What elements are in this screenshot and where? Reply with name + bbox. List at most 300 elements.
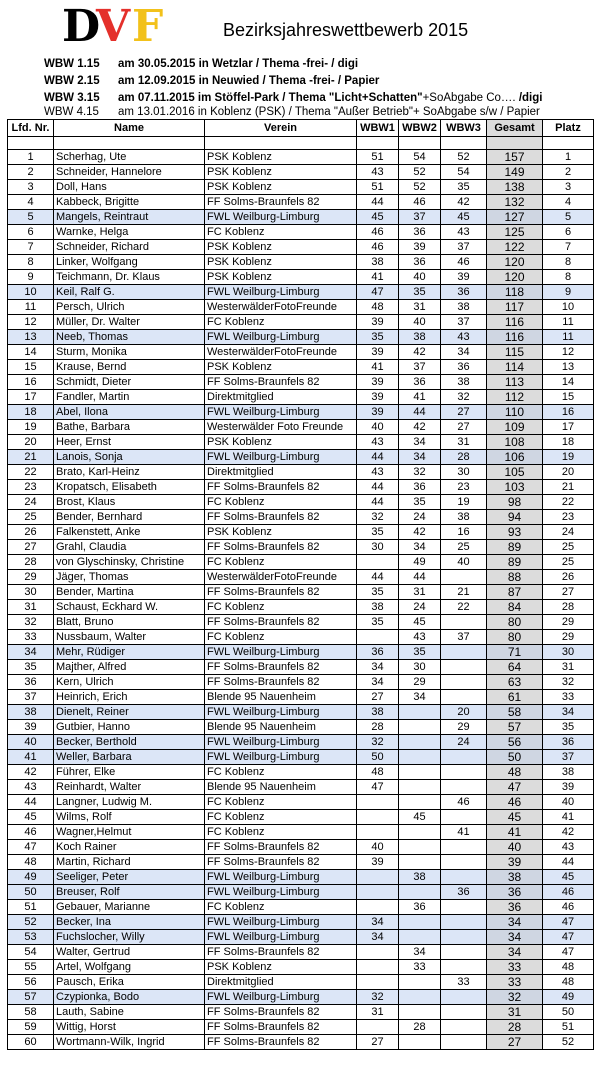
cell-verein: FWL Weilburg-Limburg (205, 330, 357, 345)
cell-wbw1: 46 (357, 240, 399, 255)
cell-platz: 27 (543, 585, 594, 600)
cell-lfd-nr: 33 (8, 630, 54, 645)
cell-lfd-nr: 14 (8, 345, 54, 360)
cell-wbw2: 39 (399, 240, 441, 255)
cell-gesamt: 33 (487, 975, 543, 990)
cell-wbw3: 45 (441, 210, 487, 225)
cell-wbw1: 35 (357, 615, 399, 630)
cell-gesamt: 120 (487, 255, 543, 270)
cell-wbw3: 41 (441, 825, 487, 840)
cell-wbw3: 19 (441, 495, 487, 510)
cell-verein: Direktmitglied (205, 975, 357, 990)
cell-lfd-nr: 16 (8, 375, 54, 390)
cell-wbw1: 50 (357, 750, 399, 765)
wbw-code: WBW 4.15 (44, 106, 99, 118)
cell-lfd-nr: 26 (8, 525, 54, 540)
cell-wbw3 (441, 1020, 487, 1035)
table-row (8, 870, 594, 885)
cell-wbw1: 35 (357, 525, 399, 540)
cell-wbw1 (357, 885, 399, 900)
cell-wbw2: 34 (399, 690, 441, 705)
cell-wbw1 (357, 870, 399, 885)
cell-wbw2 (399, 780, 441, 795)
cell-wbw2: 45 (399, 810, 441, 825)
cell-verein: Direktmitglied (205, 465, 357, 480)
cell-gesamt: 46 (487, 795, 543, 810)
cell-wbw3: 20 (441, 705, 487, 720)
cell-verein: FWL Weilburg-Limburg (205, 990, 357, 1005)
column-header-lfd-nr: Lfd. Nr. (8, 120, 54, 137)
cell-verein: FC Koblenz (205, 765, 357, 780)
cell-platz: 45 (543, 870, 594, 885)
cell-wbw1: 35 (357, 585, 399, 600)
page-title: Bezirksjahreswettbewerb 2015 (223, 20, 469, 40)
cell-verein: FWL Weilburg-Limburg (205, 735, 357, 750)
cell-lfd-nr: 10 (8, 285, 54, 300)
table-row (8, 675, 594, 690)
cell-name: Seeliger, Peter (54, 870, 205, 885)
cell-platz: 21 (543, 480, 594, 495)
cell-wbw1: 44 (357, 480, 399, 495)
results-table (7, 119, 594, 1050)
cell-verein: PSK Koblenz (205, 960, 357, 975)
cell-name: Schaust, Eckhard W. (54, 600, 205, 615)
cell-verein: PSK Koblenz (205, 360, 357, 375)
cell-platz: 50 (543, 1005, 594, 1020)
cell-gesamt: 50 (487, 750, 543, 765)
cell-wbw2: 46 (399, 195, 441, 210)
spacer-cell (543, 137, 594, 150)
cell-verein: FWL Weilburg-Limburg (205, 645, 357, 660)
table-row (8, 810, 594, 825)
cell-lfd-nr: 17 (8, 390, 54, 405)
cell-lfd-nr: 3 (8, 180, 54, 195)
cell-lfd-nr: 54 (8, 945, 54, 960)
cell-gesamt: 58 (487, 705, 543, 720)
cell-wbw3 (441, 900, 487, 915)
cell-wbw3 (441, 870, 487, 885)
cell-platz: 25 (543, 555, 594, 570)
cell-lfd-nr: 37 (8, 690, 54, 705)
cell-verein: FC Koblenz (205, 795, 357, 810)
cell-verein: FF Solms-Braunfels 82 (205, 855, 357, 870)
cell-platz: 11 (543, 315, 594, 330)
cell-lfd-nr: 56 (8, 975, 54, 990)
table-row (8, 330, 594, 345)
cell-platz: 25 (543, 540, 594, 555)
wbw-text: am 07.11.2015 im Stöffel-Park / Thema "Licht+Schatten" (118, 92, 423, 104)
cell-wbw1: 34 (357, 915, 399, 930)
table-row (8, 255, 594, 270)
table-row (8, 780, 594, 795)
cell-lfd-nr: 28 (8, 555, 54, 570)
cell-platz: 2 (543, 165, 594, 180)
cell-wbw3: 38 (441, 300, 487, 315)
cell-name: Fandler, Martin (54, 390, 205, 405)
cell-wbw1: 27 (357, 690, 399, 705)
cell-wbw3 (441, 780, 487, 795)
cell-wbw1: 45 (357, 210, 399, 225)
cell-gesamt: 40 (487, 840, 543, 855)
cell-verein: WesterwälderFotoFreunde (205, 300, 357, 315)
cell-platz: 32 (543, 675, 594, 690)
cell-platz: 41 (543, 810, 594, 825)
cell-wbw2: 54 (399, 150, 441, 165)
cell-verein: FC Koblenz (205, 225, 357, 240)
cell-lfd-nr: 58 (8, 1005, 54, 1020)
cell-lfd-nr: 20 (8, 435, 54, 450)
cell-lfd-nr: 44 (8, 795, 54, 810)
cell-verein: FF Solms-Braunfels 82 (205, 615, 357, 630)
spacer-cell (399, 137, 441, 150)
cell-verein: WesterwälderFotoFreunde (205, 345, 357, 360)
cell-verein: WesterwälderFotoFreunde (205, 570, 357, 585)
cell-wbw3: 54 (441, 165, 487, 180)
cell-wbw2 (399, 795, 441, 810)
cell-gesamt: 93 (487, 525, 543, 540)
cell-verein: FWL Weilburg-Limburg (205, 930, 357, 945)
table-row (8, 765, 594, 780)
cell-platz: 30 (543, 645, 594, 660)
cell-platz: 20 (543, 465, 594, 480)
cell-wbw1: 41 (357, 360, 399, 375)
cell-gesamt: 94 (487, 510, 543, 525)
cell-platz: 4 (543, 195, 594, 210)
cell-wbw2: 45 (399, 615, 441, 630)
cell-name: Scherhag, Ute (54, 150, 205, 165)
cell-wbw1: 35 (357, 330, 399, 345)
cell-verein: Blende 95 Nauenheim (205, 720, 357, 735)
cell-wbw1: 32 (357, 735, 399, 750)
cell-verein: FF Solms-Braunfels 82 (205, 1035, 357, 1050)
table-row (8, 615, 594, 630)
cell-verein: FC Koblenz (205, 495, 357, 510)
cell-wbw3 (441, 765, 487, 780)
cell-platz: 39 (543, 780, 594, 795)
table-row (8, 645, 594, 660)
cell-gesamt: 117 (487, 300, 543, 315)
cell-gesamt: 27 (487, 1035, 543, 1050)
cell-wbw3: 40 (441, 555, 487, 570)
cell-verein: FC Koblenz (205, 810, 357, 825)
cell-wbw1: 31 (357, 1005, 399, 1020)
cell-wbw2: 36 (399, 375, 441, 390)
cell-wbw3 (441, 690, 487, 705)
table-row (8, 495, 594, 510)
cell-wbw2: 34 (399, 435, 441, 450)
table-row (8, 525, 594, 540)
cell-platz: 28 (543, 600, 594, 615)
cell-wbw2: 28 (399, 1020, 441, 1035)
cell-verein: Direktmitglied (205, 390, 357, 405)
table-row (8, 915, 594, 930)
cell-gesamt: 149 (487, 165, 543, 180)
table-row (8, 510, 594, 525)
cell-name: Pausch, Erika (54, 975, 205, 990)
cell-platz: 11 (543, 330, 594, 345)
table-row (8, 390, 594, 405)
cell-wbw2: 36 (399, 225, 441, 240)
cell-gesamt: 115 (487, 345, 543, 360)
table-row (8, 825, 594, 840)
cell-lfd-nr: 24 (8, 495, 54, 510)
cell-name: Keil, Ralf G. (54, 285, 205, 300)
cell-platz: 22 (543, 495, 594, 510)
cell-platz: 52 (543, 1035, 594, 1050)
cell-name: Doll, Hans (54, 180, 205, 195)
cell-platz: 37 (543, 750, 594, 765)
table-row (8, 570, 594, 585)
cell-verein: FC Koblenz (205, 630, 357, 645)
cell-wbw3: 30 (441, 465, 487, 480)
cell-wbw3 (441, 915, 487, 930)
cell-wbw3: 36 (441, 360, 487, 375)
cell-name: Führer, Elke (54, 765, 205, 780)
cell-lfd-nr: 4 (8, 195, 54, 210)
cell-gesamt: 48 (487, 765, 543, 780)
cell-wbw1: 39 (357, 390, 399, 405)
cell-gesamt: 113 (487, 375, 543, 390)
cell-wbw1 (357, 630, 399, 645)
cell-wbw1: 39 (357, 855, 399, 870)
cell-name: Breuser, Rolf (54, 885, 205, 900)
cell-verein: PSK Koblenz (205, 165, 357, 180)
cell-wbw1: 47 (357, 780, 399, 795)
cell-wbw2: 44 (399, 405, 441, 420)
cell-wbw2: 38 (399, 330, 441, 345)
cell-lfd-nr: 32 (8, 615, 54, 630)
cell-platz: 29 (543, 630, 594, 645)
cell-verein: Blende 95 Nauenheim (205, 780, 357, 795)
cell-gesamt: 138 (487, 180, 543, 195)
cell-name: Gebauer, Marianne (54, 900, 205, 915)
cell-lfd-nr: 36 (8, 675, 54, 690)
cell-platz: 35 (543, 720, 594, 735)
cell-platz: 48 (543, 975, 594, 990)
cell-wbw1: 30 (357, 540, 399, 555)
results-body (8, 150, 594, 1050)
cell-lfd-nr: 23 (8, 480, 54, 495)
cell-gesamt: 122 (487, 240, 543, 255)
wbw-text-extra: +SoAbgabe Co…. (422, 92, 519, 104)
cell-gesamt: 47 (487, 780, 543, 795)
column-header-wbw1: WBW1 (357, 120, 399, 137)
table-row (8, 975, 594, 990)
cell-wbw2: 43 (399, 630, 441, 645)
table-row (8, 930, 594, 945)
cell-wbw3: 34 (441, 345, 487, 360)
cell-gesamt: 112 (487, 390, 543, 405)
cell-platz: 46 (543, 885, 594, 900)
table-row (8, 855, 594, 870)
cell-verein: FF Solms-Braunfels 82 (205, 675, 357, 690)
cell-name: Becker, Berthold (54, 735, 205, 750)
cell-wbw2: 30 (399, 660, 441, 675)
cell-platz: 47 (543, 930, 594, 945)
cell-lfd-nr: 13 (8, 330, 54, 345)
cell-name: Koch Rainer (54, 840, 205, 855)
cell-name: Gutbier, Hanno (54, 720, 205, 735)
cell-wbw3 (441, 945, 487, 960)
table-row (8, 420, 594, 435)
cell-wbw1: 36 (357, 645, 399, 660)
cell-gesamt: 116 (487, 315, 543, 330)
cell-wbw3 (441, 810, 487, 825)
cell-name: Abel, Ilona (54, 405, 205, 420)
cell-platz: 7 (543, 240, 594, 255)
spacer-cell (205, 137, 357, 150)
cell-wbw2 (399, 915, 441, 930)
cell-wbw1: 34 (357, 675, 399, 690)
cell-lfd-nr: 8 (8, 255, 54, 270)
cell-name: Brost, Klaus (54, 495, 205, 510)
cell-name: Jäger, Thomas (54, 570, 205, 585)
cell-platz: 47 (543, 915, 594, 930)
table-row (8, 690, 594, 705)
cell-gesamt: 88 (487, 570, 543, 585)
cell-wbw1: 43 (357, 165, 399, 180)
cell-lfd-nr: 39 (8, 720, 54, 735)
cell-platz: 34 (543, 705, 594, 720)
cell-wbw1: 38 (357, 705, 399, 720)
cell-wbw1 (357, 960, 399, 975)
cell-wbw3: 46 (441, 795, 487, 810)
cell-platz: 8 (543, 255, 594, 270)
cell-platz: 10 (543, 300, 594, 315)
cell-name: Lanois, Sonja (54, 450, 205, 465)
cell-verein: FF Solms-Braunfels 82 (205, 1020, 357, 1035)
table-header-row (8, 120, 594, 137)
cell-verein: FC Koblenz (205, 825, 357, 840)
cell-name: Artel, Wolfgang (54, 960, 205, 975)
cell-wbw2 (399, 975, 441, 990)
cell-wbw3 (441, 990, 487, 1005)
cell-wbw1: 43 (357, 465, 399, 480)
cell-wbw3 (441, 960, 487, 975)
cell-wbw1: 47 (357, 285, 399, 300)
cell-wbw1: 39 (357, 405, 399, 420)
column-header-wbw3: WBW3 (441, 120, 487, 137)
cell-wbw2: 41 (399, 390, 441, 405)
column-header-wbw2: WBW2 (399, 120, 441, 137)
table-row (8, 195, 594, 210)
table-row (8, 750, 594, 765)
cell-name: Walter, Gertrud (54, 945, 205, 960)
cell-verein: PSK Koblenz (205, 240, 357, 255)
table-row (8, 555, 594, 570)
cell-name: Blatt, Bruno (54, 615, 205, 630)
cell-gesamt: 105 (487, 465, 543, 480)
cell-gesamt: 41 (487, 825, 543, 840)
cell-wbw2: 42 (399, 420, 441, 435)
cell-verein: FF Solms-Braunfels 82 (205, 1005, 357, 1020)
cell-wbw1: 44 (357, 570, 399, 585)
table-row (8, 345, 594, 360)
cell-name: Schmidt, Dieter (54, 375, 205, 390)
header (0, 0, 600, 118)
cell-wbw3: 37 (441, 240, 487, 255)
cell-wbw2: 35 (399, 645, 441, 660)
table-row (8, 1005, 594, 1020)
cell-wbw3: 22 (441, 600, 487, 615)
cell-wbw3: 38 (441, 375, 487, 390)
cell-verein: FWL Weilburg-Limburg (205, 210, 357, 225)
cell-wbw2: 24 (399, 600, 441, 615)
cell-gesamt: 39 (487, 855, 543, 870)
cell-wbw2 (399, 750, 441, 765)
table-row (8, 600, 594, 615)
cell-gesamt: 132 (487, 195, 543, 210)
cell-gesamt: 84 (487, 600, 543, 615)
cell-platz: 17 (543, 420, 594, 435)
cell-verein: FF Solms-Braunfels 82 (205, 945, 357, 960)
cell-wbw3: 37 (441, 315, 487, 330)
cell-wbw3 (441, 750, 487, 765)
cell-lfd-nr: 5 (8, 210, 54, 225)
cell-lfd-nr: 51 (8, 900, 54, 915)
cell-verein: PSK Koblenz (205, 270, 357, 285)
cell-gesamt: 108 (487, 435, 543, 450)
cell-name: Becker, Ina (54, 915, 205, 930)
cell-name: Wagner,Helmut (54, 825, 205, 840)
table-row (8, 450, 594, 465)
dvf-logo (62, 2, 188, 52)
cell-name: Linker, Wolfgang (54, 255, 205, 270)
cell-name: Kropatsch, Elisabeth (54, 480, 205, 495)
cell-gesamt: 63 (487, 675, 543, 690)
cell-lfd-nr: 25 (8, 510, 54, 525)
cell-name: Heer, Ernst (54, 435, 205, 450)
cell-verein: FF Solms-Braunfels 82 (205, 195, 357, 210)
cell-wbw2 (399, 735, 441, 750)
cell-verein: FC Koblenz (205, 315, 357, 330)
cell-verein: FWL Weilburg-Limburg (205, 915, 357, 930)
table-row (8, 660, 594, 675)
cell-wbw3: 36 (441, 885, 487, 900)
cell-name: Weller, Barbara (54, 750, 205, 765)
cell-gesamt: 127 (487, 210, 543, 225)
cell-lfd-nr: 60 (8, 1035, 54, 1050)
cell-wbw2 (399, 1005, 441, 1020)
cell-gesamt: 118 (487, 285, 543, 300)
cell-name: Nussbaum, Walter (54, 630, 205, 645)
cell-wbw2: 34 (399, 450, 441, 465)
table-row (8, 270, 594, 285)
cell-name: Sturm, Monika (54, 345, 205, 360)
cell-gesamt: 125 (487, 225, 543, 240)
cell-gesamt: 64 (487, 660, 543, 675)
cell-lfd-nr: 57 (8, 990, 54, 1005)
cell-wbw3: 29 (441, 720, 487, 735)
cell-gesamt: 38 (487, 870, 543, 885)
cell-wbw3 (441, 645, 487, 660)
spacer-cell (54, 137, 205, 150)
cell-wbw2: 37 (399, 210, 441, 225)
cell-platz: 42 (543, 825, 594, 840)
wbw-text: am 30.05.2015 in Wetzlar / Thema -frei- / digi (118, 58, 359, 70)
cell-gesamt: 116 (487, 330, 543, 345)
spacer-row (8, 137, 594, 150)
cell-wbw3: 32 (441, 390, 487, 405)
wbw-line-3 (44, 92, 542, 104)
cell-wbw1: 48 (357, 765, 399, 780)
cell-gesamt: 36 (487, 900, 543, 915)
cell-platz: 46 (543, 900, 594, 915)
cell-wbw2: 37 (399, 360, 441, 375)
cell-name: Mehr, Rüdiger (54, 645, 205, 660)
cell-wbw2 (399, 855, 441, 870)
cell-wbw3: 43 (441, 330, 487, 345)
